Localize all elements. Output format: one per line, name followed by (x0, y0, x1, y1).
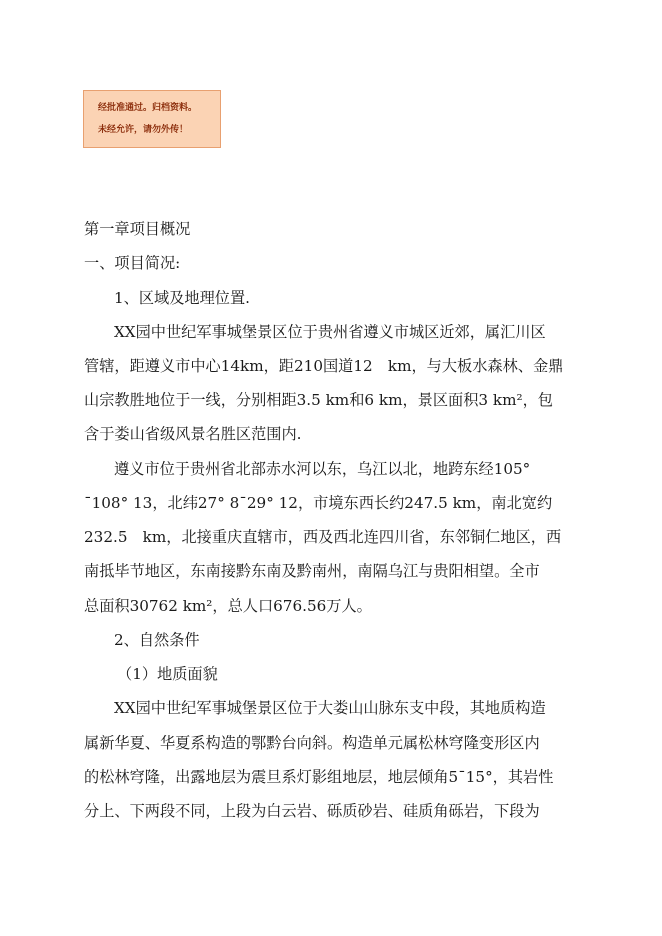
paragraph-line: 的松林穹隆，出露地层为震旦系灯影组地层，地层倾角5¯15°，其岩性 (84, 768, 554, 786)
paragraph-line: 含于娄山省级风景名胜区范围内. (84, 425, 302, 443)
section-heading: 一、项目简况: (84, 254, 181, 272)
subsection-heading-geology: （1）地质面貌 (117, 665, 218, 683)
paragraph-line: 属新华夏、华夏系构造的鄂黔台向斜。构造单元属松林穹隆变形区内 (84, 734, 540, 752)
subsection-heading-location: 1、区域及地理位置. (114, 289, 250, 307)
paragraph-line: XX园中世纪军事城堡景区位于大娄山山脉东支中段，其地质构造 (114, 699, 546, 717)
notice-line-1: 经批准通过。归档资料。 (98, 103, 198, 113)
paragraph-line: 遵义市位于贵州省北部赤水河以东，乌江以北，地跨东经105° (114, 460, 531, 478)
notice-line-2: 未经允许，请勿外传！ (98, 125, 189, 135)
paragraph-line: 232.5 km，北接重庆直辖市，西及西北连四川省，东邻铜仁地区，西 (84, 528, 562, 546)
paragraph-line: ¯108° 13，北纬27° 8¯29° 12，市境东西长约247.5 km，南北宽约 (84, 494, 553, 512)
paragraph-line: 总面积30762 km²，总人口676.56万人。 (84, 597, 372, 615)
paragraph-line: XX园中世纪军事城堡景区位于贵州省遵义市城区近郊，属汇川区 (114, 323, 546, 341)
watermark-notice (83, 90, 221, 148)
chapter-title: 第一章项目概况 (84, 220, 191, 238)
paragraph-line: 南抵毕节地区，东南接黔东南及黔南州，南隔乌江与贵阳相望。全市 (84, 562, 540, 580)
subsection-heading-nature: 2、自然条件 (114, 631, 200, 649)
paragraph-line: 分上、下两段不同，上段为白云岩、砾质砂岩、硅质角砾岩，下段为 (84, 802, 540, 820)
paragraph-line: 管辖，距遵义市中心14km，距210国道12 km，与大板水森林、金鼎 (84, 357, 564, 375)
paragraph-line: 山宗教胜地位于一线，分别相距3.5 km和6 km，景区面积3 km²，包 (84, 391, 553, 409)
